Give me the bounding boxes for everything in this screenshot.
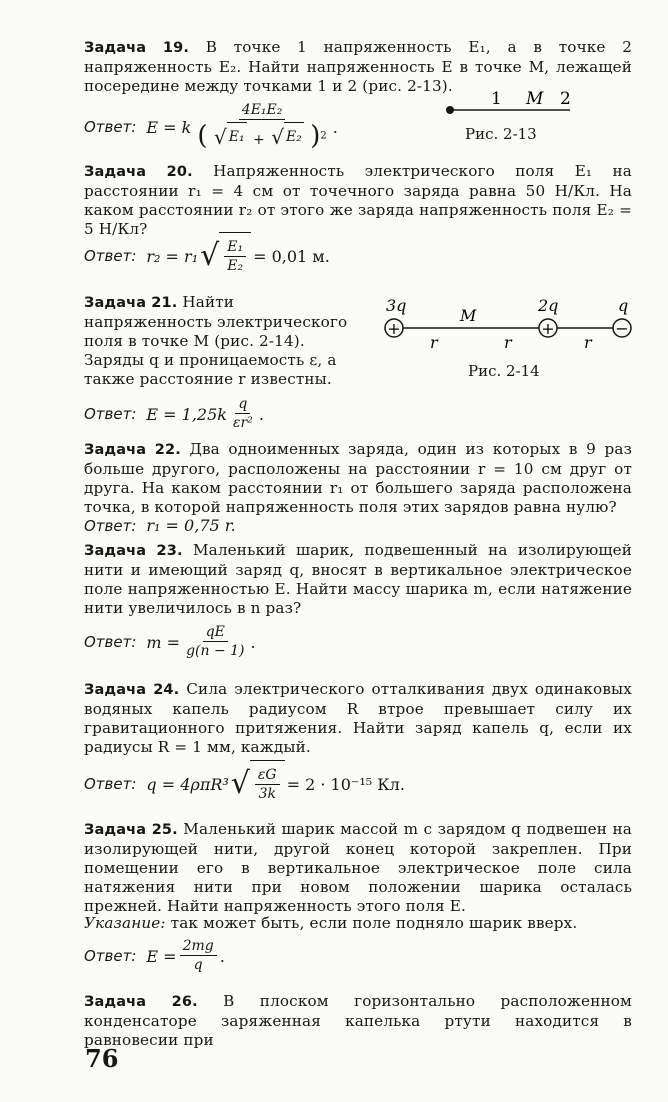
- formula: E = $\frac{2mg}{q}$ .: [146, 938, 225, 973]
- figure-caption: Рис. 2-13: [465, 125, 537, 143]
- task-22-answer: Ответ: r₁ = 0,75 r.: [84, 516, 236, 535]
- point-label: 1: [491, 89, 502, 109]
- distance-label: r: [430, 333, 438, 352]
- page-number: 76: [85, 1044, 119, 1073]
- sqrt: √ E₂: [271, 122, 304, 152]
- task-25-hint: Указание: так может быть, если поле подняло шарик вверх.: [84, 914, 578, 932]
- formula: q = 4ρπR³ √ $\frac{\varepsilon G}{3k}$ = 2 · 10⁻¹⁵ Кл.: [146, 760, 405, 808]
- charge-sign: +: [541, 319, 555, 338]
- figure-caption: Рис. 2-14: [468, 362, 540, 380]
- task-25-answer: Ответ: E = $\frac{2mg}{q}$ .: [84, 938, 225, 973]
- task-21-text: Задача 21. Найти напряженность электрического поля в точке M (рис. 2-14). Заряды q и проницаемость ε, а также расстояние r известны.: [84, 293, 348, 388]
- task-20-answer: Ответ: r₂ = r₁ √ $\frac{\text{E₁}}{\text{E₂}}$ = 0,01 м.: [84, 232, 330, 280]
- task-24-text: Задача 24. Сила электрического отталкивания двух одинаковых водяных капель радиусом R втрое превышает силу их гравитационного притяжения. Найти заряд капель q, если их радиусы R = 1 мм, каждый.: [84, 680, 632, 756]
- task-label: Задача: [84, 40, 147, 56]
- charge-label: 2q: [538, 296, 559, 315]
- figure-2-14-diagram: [378, 296, 640, 352]
- point-label: M: [460, 306, 477, 325]
- task-number: 19.: [162, 40, 190, 56]
- fraction: [194, 102, 329, 152]
- task-23-text: Задача 23. Маленький шарик, подвешенный на изолирующей нити и имеющий заряд q, вносят в вертикальное электрическое поле напряженностью E. Найти массу шарика m, если натяжение нити увеличилось в n раз?: [84, 541, 633, 617]
- sqrt: √ E₁: [214, 122, 247, 152]
- distance-label: r: [584, 333, 592, 352]
- task-24-answer: Ответ: q = 4ρπR³ √ $\frac{\varepsilon G}{3k}$ = 2 · 10⁻¹⁵ Кл.: [84, 760, 405, 808]
- figure-2-13-diagram: [438, 88, 588, 118]
- formula: E = 1,25k $\frac{q}{\text{εr²}}$ .: [146, 396, 264, 431]
- sqrt: √ $\frac{\text{E₁}}{\text{E₂}}$: [200, 232, 251, 280]
- task-25-text: Задача 25. Маленький шарик массой m с зарядом q подвешен на изолирующей нити, другой конец которой закреплен. При помещении его в вертикальное электрическое поле сила натяжения нити при новом положении шарика осталась прежней. Найти напряженность этого поля E.: [84, 820, 632, 915]
- task-19-answer: [84, 102, 338, 152]
- distance-label: r: [504, 333, 512, 352]
- charge-sign: +: [387, 319, 401, 338]
- charge-label: 3q: [386, 296, 407, 315]
- task-22-text: Задача 22. Два одноименных заряда, один из которых в 9 раз больше другого, расположены на расстоянии r = 10 см друг от друга. На каком расстоянии r₁ от большего заряда расположена точка, в которой напряженность поля этих зарядов равна нулю?: [84, 440, 633, 516]
- fraction-numerator: 4E₁E₂: [239, 102, 286, 120]
- point-label: 2: [560, 89, 571, 109]
- fraction-denominator: ( √ E₁ + √ E₂ )$^2$: [197, 121, 327, 151]
- task-26-text: Задача 26. В плоском горизонтально расположенном конденсаторе заряженная капелька ртути находится в равновесии при: [84, 992, 632, 1049]
- formula: m = $\frac{qE}{g(n - 1)}$ .: [146, 624, 256, 659]
- formula: r₂ = r₁ √ $\frac{\text{E₁}}{\text{E₂}}$ = 0,01 м.: [146, 232, 329, 280]
- charge-label: q: [618, 296, 629, 315]
- task-21-answer: Ответ: E = 1,25k $\frac{q}{\text{εr²}}$ .: [84, 396, 264, 431]
- sqrt: √ $\frac{\varepsilon G}{3k}$: [231, 760, 285, 808]
- charge-sign: −: [615, 319, 629, 338]
- point-label: M: [526, 89, 544, 109]
- task-body: В точке 1 напряженность E₁, а в точке 2 напряженность E₂. Найти напряженность E в точке M, лежащей посередине между точками 1 и 2 (рис. 2-13).: [84, 38, 633, 95]
- task-20-text: Задача 20. Напряженность электрического поля E₁ на расстоянии r₁ = 4 см от точечного заряда равна 50 Н/Кл. На каком расстоянии r₂ от этого же заряда напряженность поля E₂ = 5 Н/Кл?: [84, 162, 632, 238]
- answer-label: Ответ:: [84, 118, 137, 136]
- task-23-answer: Ответ: m = $\frac{qE}{g(n - 1)}$ .: [84, 624, 256, 659]
- point-dot: [446, 106, 454, 114]
- formula: E = k 4E₁E₂ ( √ E₁ + √ E₂ )$^2$ .: [146, 102, 338, 151]
- formula-lhs: E = k: [146, 117, 192, 137]
